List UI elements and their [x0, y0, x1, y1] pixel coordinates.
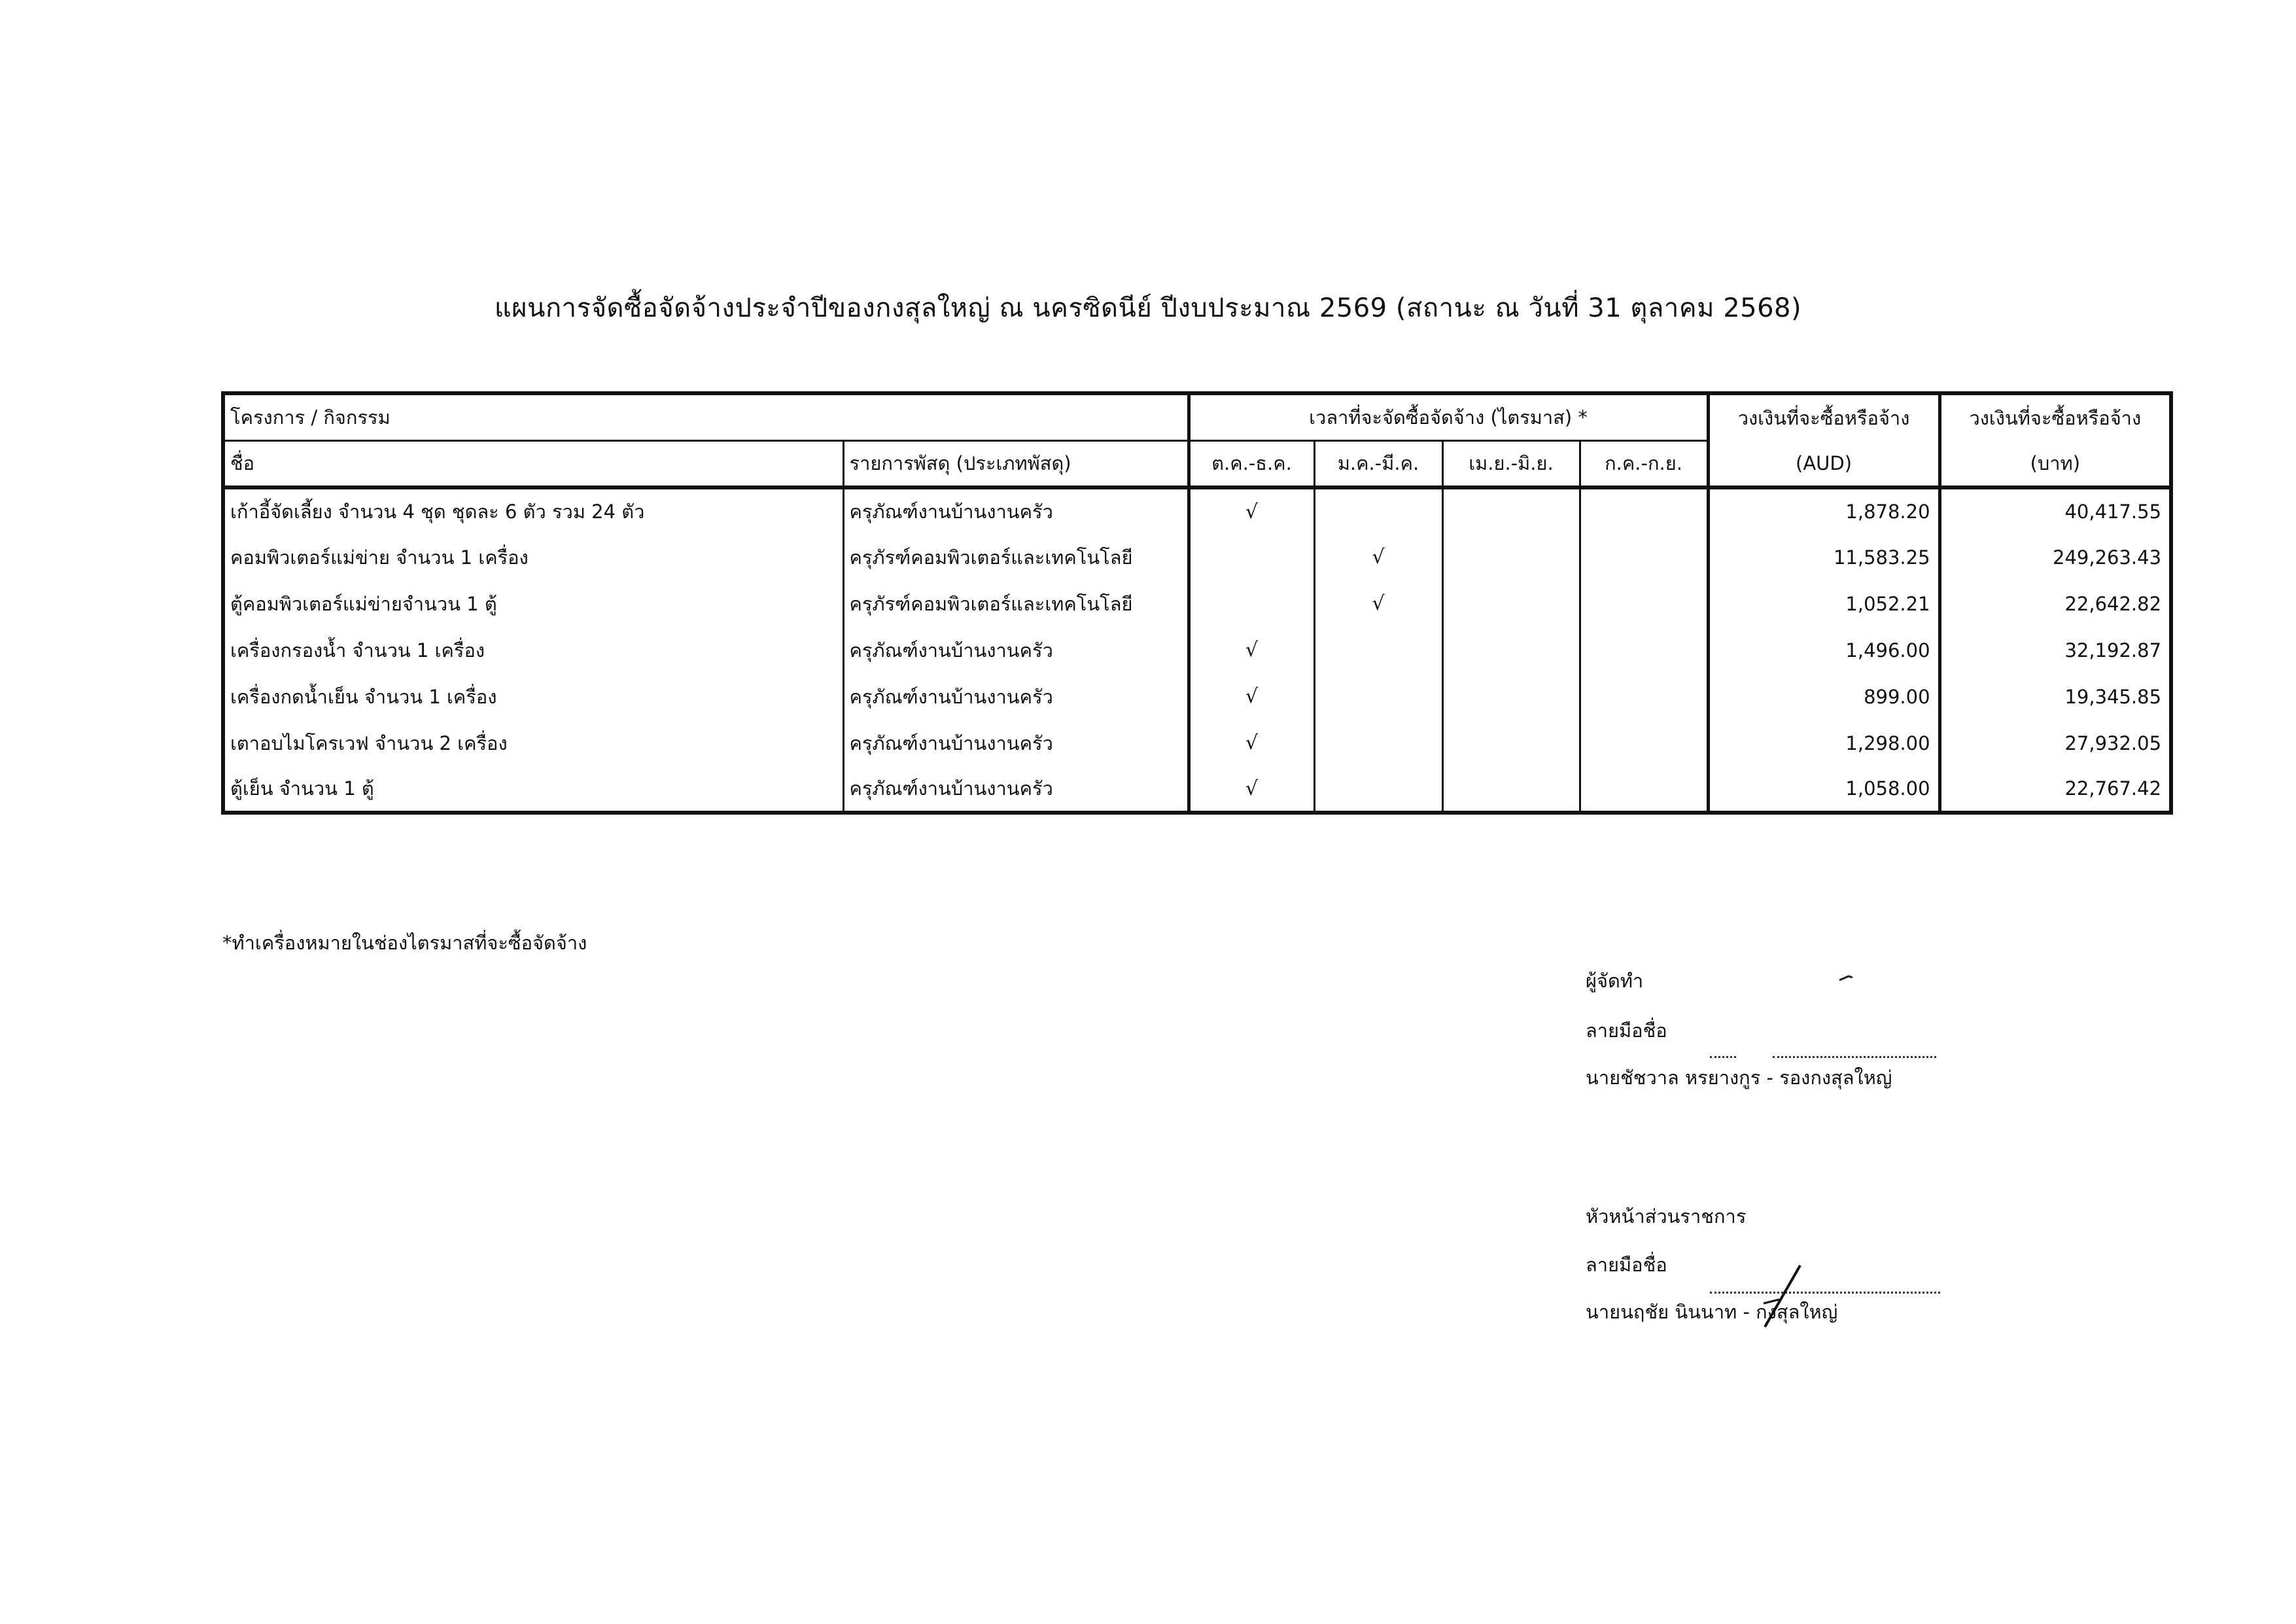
preparer-signature-label: ลายมือชื่อ [1586, 1019, 1667, 1042]
check-mark-q3 [1442, 627, 1580, 673]
budget-thb: 27,932.05 [1939, 720, 2171, 766]
check-mark-q4 [1580, 580, 1708, 627]
head-role: หัวหน้าส่วนราชการ [1586, 1205, 1747, 1227]
header-q2: ม.ค.-มี.ค. [1314, 440, 1442, 487]
budget-aud: 11,583.25 [1708, 534, 1939, 580]
check-mark-q4 [1580, 720, 1708, 766]
table-header-row-1 [223, 393, 2171, 440]
check-mark-q3 [1442, 534, 1580, 580]
item-category: ครุภัณฑ์งานบ้านงานครัว [843, 720, 1189, 766]
header-category: รายการพัสดุ (ประเภทพัสดุ) [843, 440, 1189, 487]
budget-aud: 1,052.21 [1708, 580, 1939, 627]
preparer-name: นายชัชวาล หรยางกูร - รองกงสุลใหญ่ [1586, 1067, 1892, 1089]
check-mark-q4 [1580, 487, 1708, 534]
preparer-role: ผู้จัดทำ [1586, 970, 1644, 992]
check-mark-q2 [1314, 627, 1442, 673]
preparer-signature-line [1710, 1040, 1936, 1063]
item-name: เครื่องกดน้ำเย็น จำนวน 1 เครื่อง [230, 685, 497, 708]
table-row [223, 534, 2171, 580]
head-signature-label: ลายมือชื่อ [1586, 1254, 1667, 1276]
header-project: โครงการ / กิจกรรม [223, 393, 1189, 440]
check-mark-q2 [1314, 766, 1442, 813]
check-mark-q4 [1580, 627, 1708, 673]
head-signature-mark [1760, 1262, 1805, 1333]
budget-aud: 1,058.00 [1708, 766, 1939, 813]
header-budget-aud-line2: (AUD) [1708, 440, 1939, 487]
budget-thb: 22,767.42 [1939, 766, 2171, 813]
preparer-signature-mark [1838, 974, 1858, 983]
budget-thb: 249,263.43 [1939, 534, 2171, 580]
header-budget-thb-line1: วงเงินที่จะซื้อหรือจ้าง [1939, 393, 2171, 440]
item-name: ตู้คอมพิวเตอร์แม่ข่ายจำนวน 1 ตู้ [230, 592, 497, 615]
check-mark-q1: √ [1189, 627, 1314, 673]
check-mark-q3 [1442, 673, 1580, 720]
header-q3: เม.ย.-มิ.ย. [1442, 440, 1580, 487]
header-period-group: เวลาที่จะจัดซื้อจัดจ้าง (ไตรมาส) * [1189, 393, 1708, 440]
budget-thb: 40,417.55 [1939, 487, 2171, 534]
header-budget-thb-line2: (บาท) [1939, 440, 2171, 487]
table-row [223, 720, 2171, 766]
header-budget-aud-line1: วงเงินที่จะซื้อหรือจ้าง [1708, 393, 1939, 440]
check-mark-q1: √ [1189, 487, 1314, 534]
item-category: ครุภัณฑ์งานบ้านงานครัว [843, 487, 1189, 534]
header-name: ชื่อ [223, 440, 843, 487]
check-mark-q3 [1442, 720, 1580, 766]
item-category: ครุภัรฑ์คอมพิวเตอร์และเทคโนโลยี [843, 534, 1189, 580]
budget-thb: 22,642.82 [1939, 580, 2171, 627]
check-mark-q1: √ [1189, 720, 1314, 766]
check-mark-q1: √ [1189, 766, 1314, 813]
procurement-plan-table [221, 391, 2173, 815]
table-row [223, 487, 2171, 534]
table-row [223, 627, 2171, 673]
item-category: ครุภัณฑ์งานบ้านงานครัว [843, 766, 1189, 813]
table-row [223, 766, 2171, 813]
check-mark-q3 [1442, 580, 1580, 627]
head-signature-line [1710, 1276, 1940, 1298]
check-mark-q4 [1580, 534, 1708, 580]
check-mark-q3 [1442, 487, 1580, 534]
check-mark-q4 [1580, 766, 1708, 813]
item-category: ครุภัณฑ์งานบ้านงานครัว [843, 673, 1189, 720]
page-title: แผนการจัดซื้อจัดจ้างประจำปีของกงสุลใหญ่ ณ นครซิดนีย์ ปีงบประมาณ 2569 (สถานะ ณ วันที่ 31 ตุลาคม 2568) [494, 293, 1802, 323]
check-mark-q1: √ [1189, 673, 1314, 720]
check-mark-q4 [1580, 673, 1708, 720]
budget-thb: 19,345.85 [1939, 673, 2171, 720]
check-mark-q2: √ [1314, 534, 1442, 580]
item-category: ครุภัรฑ์คอมพิวเตอร์และเทคโนโลยี [843, 580, 1189, 627]
head-name: นายนฤชัย นินนาท - กงสุลใหญ่ [1586, 1301, 1838, 1323]
table-header-row-2 [223, 440, 2171, 487]
item-name: เก้าอี้จัดเลี้ยง จำนวน 4 ชุด ชุดละ 6 ตัว รวม 24 ตัว [230, 501, 645, 523]
budget-aud: 1,878.20 [1708, 487, 1939, 534]
item-name: คอมพิวเตอร์แม่ข่าย จำนวน 1 เครื่อง [230, 546, 529, 569]
check-mark-q2 [1314, 487, 1442, 534]
budget-aud: 899.00 [1708, 673, 1939, 720]
item-category: ครุภัณฑ์งานบ้านงานครัว [843, 627, 1189, 673]
check-mark-q3 [1442, 766, 1580, 813]
check-mark-q1 [1189, 534, 1314, 580]
item-name: เตาอบไมโครเวฟ จำนวน 2 เครื่อง [230, 732, 508, 754]
check-mark-q2 [1314, 720, 1442, 766]
table-row [223, 673, 2171, 720]
footnote: *ทำเครื่องหมายในช่องไตรมาสที่จะซื้อจัดจ้าง [222, 932, 587, 954]
header-q1: ต.ค.-ธ.ค. [1189, 440, 1314, 487]
check-mark-q1 [1189, 580, 1314, 627]
budget-aud: 1,298.00 [1708, 720, 1939, 766]
item-name: ตู้เย็น จำนวน 1 ตู้ [230, 777, 374, 800]
item-name: เครื่องกรองน้ำ จำนวน 1 เครื่อง [230, 639, 485, 662]
check-mark-q2: √ [1314, 580, 1442, 627]
header-q4: ก.ค.-ก.ย. [1580, 440, 1708, 487]
table-row [223, 580, 2171, 627]
budget-aud: 1,496.00 [1708, 627, 1939, 673]
budget-thb: 32,192.87 [1939, 627, 2171, 673]
check-mark-q2 [1314, 673, 1442, 720]
